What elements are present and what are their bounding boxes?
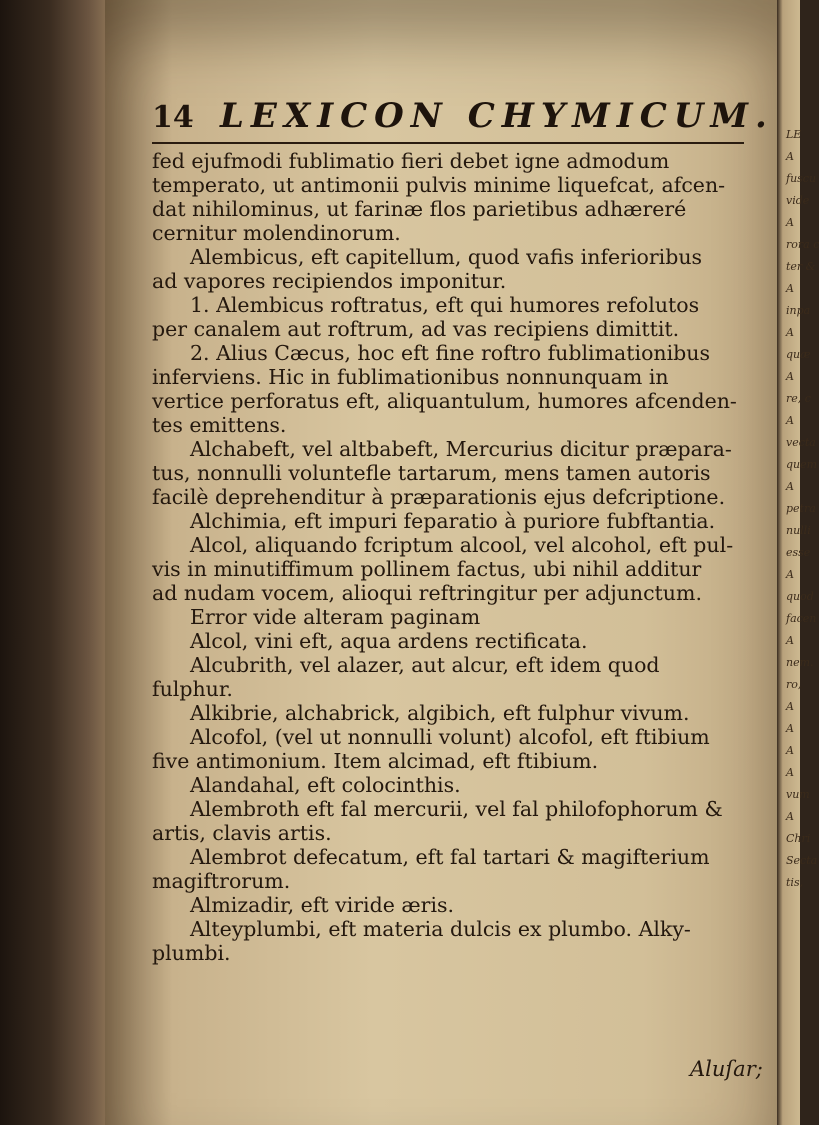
margin-fragment: esse	[786, 546, 811, 559]
facing-page-edge	[777, 0, 819, 1125]
entry-alembicus-caecus: 2. Alius Cæcus, hoc eft fine roftro fublimationibus	[190, 341, 711, 365]
text-line: plumbi.	[152, 941, 231, 965]
header-rule	[152, 142, 744, 144]
margin-fragment: A	[786, 744, 794, 757]
margin-fragment: Chri	[786, 832, 811, 845]
margin-fragment: facen	[786, 612, 817, 625]
text-line: dat nihilominus, ut farinæ flos parietibus adhæreré	[152, 197, 687, 221]
margin-fragment: ter &	[786, 260, 816, 273]
entry-alkibrie: Alkibrie, alchabrick, algibich, eft fulphur vivum.	[190, 701, 690, 725]
dictionary-entries	[152, 149, 772, 965]
entry-alchimia: Alchimia, eft impuri feparatio à puriore fubftantia.	[190, 509, 716, 533]
margin-fragment: quod	[786, 590, 814, 603]
margin-fragment: quæ	[786, 348, 811, 361]
margin-fragment: petra	[786, 502, 816, 515]
entry-alembrot: Alembrot defecatum, eft fal tartari & magifterium	[190, 845, 710, 869]
margin-fragment: vecta	[786, 436, 816, 449]
margin-fragment: fuscu	[786, 172, 817, 185]
margin-fragment: ro,	[786, 678, 802, 691]
text-line: inferviens. Hic in fublimationibus nonnunquam in	[152, 365, 669, 389]
margin-fragment: LE	[786, 128, 802, 141]
catchword: Aluſar;	[690, 1057, 763, 1081]
margin-fragment: rora c	[786, 238, 819, 251]
margin-fragment: A	[786, 150, 794, 163]
margin-fragment: A	[786, 766, 794, 779]
margin-fragment: A	[786, 810, 794, 823]
entry-alchabest: Alchabeft, vel altbabeft, Mercurius dicitur præpara-	[190, 437, 732, 461]
margin-fragment: re, c	[786, 392, 811, 405]
text-line: ad nudam vocem, alioqui reftringitur per adjunctum.	[152, 581, 702, 605]
text-line: per canalem aut roftrum, ad vas recipiens dimittit.	[152, 317, 680, 341]
running-head: LEXICON CHYMICUM.	[220, 96, 774, 136]
text-line: fulphur.	[152, 677, 233, 701]
text-line: vertice perforatus eft, aliquantulum, humores afcenden-	[152, 389, 737, 413]
text-line: fed ejufmodi fublimatio fieri debet igne admodum	[152, 149, 670, 173]
margin-fragment: nulli	[786, 524, 811, 537]
text-line: ad vapores recipiendos imponitur.	[152, 269, 507, 293]
cross-reference: Error vide alteram paginam	[190, 605, 481, 629]
margin-fragment: A	[786, 282, 794, 295]
entry-alandahal: Alandahal, eft colocinthis.	[190, 773, 461, 797]
margin-fragment: vide	[786, 194, 810, 207]
text-line: vis in minutiffimum pollinem factus, ubi nihil additur	[152, 557, 702, 581]
margin-fragment: A	[786, 216, 794, 229]
margin-fragment: A	[786, 722, 794, 735]
text-line: magiftrorum.	[152, 869, 291, 893]
text-line: artis, clavis artis.	[152, 821, 332, 845]
margin-fragment: tis,	[786, 876, 804, 889]
book-gutter	[0, 0, 110, 1125]
entry-alcol: Alcol, aliquando fcriptum alcool, vel alcohol, eft pul-	[190, 533, 734, 557]
margin-fragment: A	[786, 700, 794, 713]
text-line: tes emittens.	[152, 413, 287, 437]
entry-almizadir: Almizadir, eft viride æris.	[190, 893, 455, 917]
margin-fragment: quem	[786, 458, 818, 471]
margin-fragment: nem.	[786, 656, 814, 669]
page-header	[152, 92, 774, 140]
entry-alembicus: Alembicus, eft capitellum, quod vafis inferioribus	[190, 245, 703, 269]
page-number: 14	[152, 100, 194, 135]
entry-alembroth: Alembroth eft fal mercurii, vel fal philofophorum &	[190, 797, 723, 821]
margin-fragment: inpa	[786, 304, 811, 317]
margin-fragment: A	[786, 414, 794, 427]
margin-fragment: A	[786, 326, 794, 339]
text-line: temperato, ut antimonii pulvis minime liquefcat, afcen-	[152, 173, 726, 197]
text-line: cernitur molendinorum.	[152, 221, 401, 245]
entry-alcubrith: Alcubrith, vel alazer, aut alcur, eft idem quod	[190, 653, 660, 677]
margin-fragment: vum	[786, 788, 810, 801]
text-line: five antimonium. Item alcimad, eft ftibium.	[152, 749, 599, 773]
entry-alembicus-rostratus: 1. Alembicus roftratus, eft qui humores refolutos	[190, 293, 700, 317]
margin-fragment: A	[786, 480, 794, 493]
entry-alcofol: Alcofol, (vel ut nonnulli volunt) alcofol, eft ftibium	[190, 725, 710, 749]
text-line: tus, nonnulli voluntefle tartarum, mens tamen autoris	[152, 461, 711, 485]
entry-alcol-vini: Alcol, vini eft, aqua ardens rectificata.	[190, 629, 588, 653]
margin-fragment: Secta	[786, 854, 818, 867]
entry-alteyplumbi: Alteyplumbi, eft materia dulcis ex plumbo. Alky-	[190, 917, 691, 941]
text-line: facilè deprehenditur à præparationis ejus defcriptione.	[152, 485, 726, 509]
margin-fragment: A	[786, 634, 794, 647]
margin-fragment: A	[786, 370, 794, 383]
margin-fragment: A	[786, 568, 794, 581]
